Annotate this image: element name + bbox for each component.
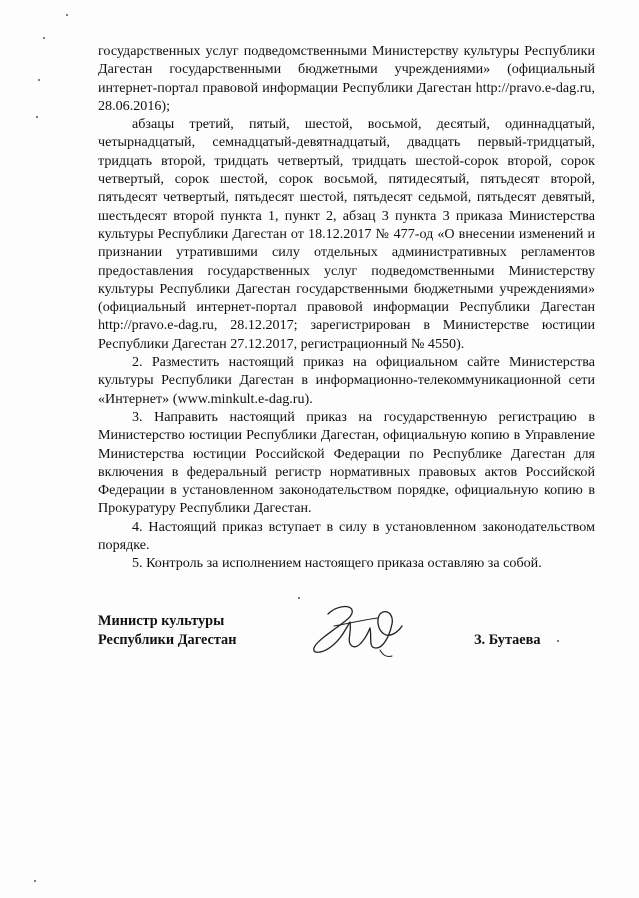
scan-speck (34, 880, 36, 882)
signatory-title-line-2: Республики Дагестан (98, 632, 237, 648)
scan-speck (43, 37, 45, 39)
order-body-text (98, 42, 595, 573)
paragraph-item-2: 2. Разместить настоящий приказ на официальном сайте Министерства культуры Республики Дагестан в информационно-телекоммуникационной сети «Интернет» (www.minkult.e-dag.ru). (98, 354, 595, 407)
scan-speck (66, 14, 68, 16)
signatory-title-line-1: Министр культуры (98, 613, 225, 629)
paragraph-item-4: 4. Настоящий приказ вступает в силу в установленном законодательством порядке. (98, 518, 595, 554)
scan-speck (36, 116, 38, 118)
signatory-name: З. Бутаева (474, 632, 541, 648)
paragraph-repealed-clauses: абзацы третий, пятый, шестой, восьмой, десятый, одиннадцатый, четырнадцатый, семнадцатый-девятнадцатый, двадцать первый-тридцатый, тридцать второй, тридцать четвертый, тридцать шестой-сорок второй, сорок четвертый, сорок шестой, сорок восьмой, пятидесятый, пятьдесят второй, пятьдесят четвертый, пятьдесят шестой, пятьдесят седьмой, пятьдесят девятый, шестьдесят второй пункта 1, пункт 2, абзац 3 пункта 3 приказа Министерства культуры Республики Дагестан от 18.12.2017 № 477-од «О внесении изменений и признании утратившими силу отдельных административных регламентов предоставления государственных услуг подведомственными Министерству культуры Республики Дагестан государственными бюджетными учреждениями» (официальный интернет-портал правовой информации Республики Дагестан http://pravo.e-dag.ru, 28.12.2017; зарегистрирован в Министерстве юстиции Республики Дагестан 27.12.2017, регистрационный № 4550). (98, 116, 595, 352)
scan-speck (298, 597, 300, 599)
handwritten-signature (306, 598, 406, 660)
scan-speck (557, 640, 559, 642)
paragraph-item-5: 5. Контроль за исполнением настоящего приказа оставляю за собой. (132, 555, 542, 572)
scan-speck (38, 79, 40, 81)
paragraph-item-3: 3. Направить настоящий приказ на государственную регистрацию в Министерство юстиции Республики Дагестан, официальную копию в Управление Министерства юстиции Российской Федерации по Республике Дагестан для включения в федеральный регистр нормативных правовых актов Российской Федерации в установленном законодательством порядке, официальную копию в Прокуратуру Республики Дагестан. (98, 408, 595, 517)
signatory-title (98, 612, 236, 650)
paragraph-continuation: государственных услуг подведомственными Министерству культуры Республики Дагестан государственными бюджетными учреждениями» (официальный интернет-портал правовой информации Республики Дагестан http://pravo.e-dag.ru, 28.06.2016); (98, 43, 595, 114)
